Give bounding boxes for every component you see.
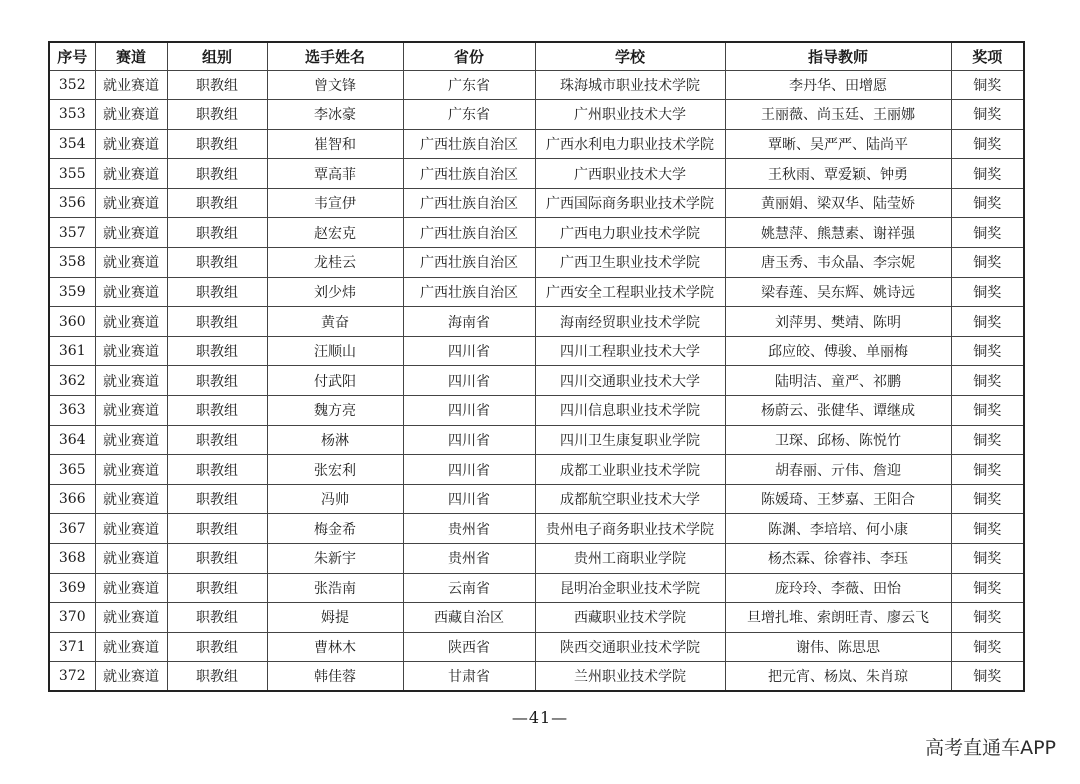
- cell-name: 朱新宇: [267, 544, 403, 574]
- cell-index: 369: [49, 573, 95, 603]
- header-group: 组别: [167, 42, 267, 70]
- cell-name: 龙桂云: [267, 248, 403, 278]
- cell-award: 铜奖: [951, 544, 1024, 574]
- cell-province: 四川省: [403, 336, 535, 366]
- cell-group: 职教组: [167, 159, 267, 189]
- table-row: [49, 514, 1024, 544]
- cell-index: 353: [49, 100, 95, 130]
- cell-award: 铜奖: [951, 100, 1024, 130]
- cell-track: 就业赛道: [95, 396, 167, 426]
- cell-advisors: 庞玲玲、李薇、田怡: [725, 573, 951, 603]
- cell-index: 366: [49, 484, 95, 514]
- cell-advisors: 覃晰、吴严严、陆尚平: [725, 129, 951, 159]
- table-row: [49, 662, 1024, 692]
- cell-group: 职教组: [167, 188, 267, 218]
- cell-school: 成都工业职业技术学院: [535, 455, 725, 485]
- cell-advisors: 陈渊、李培培、何小康: [725, 514, 951, 544]
- table-row: [49, 248, 1024, 278]
- table-row: [49, 455, 1024, 485]
- cell-name: 魏方亮: [267, 396, 403, 426]
- cell-award: 铜奖: [951, 603, 1024, 633]
- cell-award: 铜奖: [951, 248, 1024, 278]
- cell-index: 368: [49, 544, 95, 574]
- cell-advisors: 胡春丽、亓伟、詹迎: [725, 455, 951, 485]
- cell-province: 广西壮族自治区: [403, 159, 535, 189]
- cell-province: 陕西省: [403, 632, 535, 662]
- cell-award: 铜奖: [951, 396, 1024, 426]
- table-row: [49, 544, 1024, 574]
- cell-group: 职教组: [167, 307, 267, 337]
- cell-track: 就业赛道: [95, 277, 167, 307]
- table-row: [49, 336, 1024, 366]
- cell-advisors: 谢伟、陈思思: [725, 632, 951, 662]
- cell-province: 四川省: [403, 425, 535, 455]
- cell-award: 铜奖: [951, 632, 1024, 662]
- header-name: 选手姓名: [267, 42, 403, 70]
- cell-index: 363: [49, 396, 95, 426]
- cell-group: 职教组: [167, 662, 267, 692]
- cell-province: 四川省: [403, 396, 535, 426]
- cell-advisors: 黄丽娟、梁双华、陆莹娇: [725, 188, 951, 218]
- cell-advisors: 王丽薇、尚玉廷、王丽娜: [725, 100, 951, 130]
- cell-province: 甘肃省: [403, 662, 535, 692]
- cell-advisors: 王秋雨、覃爱颖、钟勇: [725, 159, 951, 189]
- cell-award: 铜奖: [951, 159, 1024, 189]
- cell-name: 曾文锋: [267, 70, 403, 100]
- cell-province: 贵州省: [403, 544, 535, 574]
- cell-track: 就业赛道: [95, 425, 167, 455]
- cell-award: 铜奖: [951, 484, 1024, 514]
- cell-index: 362: [49, 366, 95, 396]
- cell-track: 就业赛道: [95, 514, 167, 544]
- cell-track: 就业赛道: [95, 544, 167, 574]
- cell-advisors: 陈媛琦、王梦嘉、王阳合: [725, 484, 951, 514]
- table-row: [49, 366, 1024, 396]
- cell-name: 李冰豪: [267, 100, 403, 130]
- cell-index: 358: [49, 248, 95, 278]
- cell-school: 广西电力职业技术学院: [535, 218, 725, 248]
- cell-track: 就业赛道: [95, 336, 167, 366]
- cell-school: 广西职业技术大学: [535, 159, 725, 189]
- cell-award: 铜奖: [951, 307, 1024, 337]
- cell-school: 贵州电子商务职业技术学院: [535, 514, 725, 544]
- cell-province: 云南省: [403, 573, 535, 603]
- cell-advisors: 把元宵、杨岚、朱肖琼: [725, 662, 951, 692]
- cell-province: 广西壮族自治区: [403, 277, 535, 307]
- cell-school: 兰州职业技术学院: [535, 662, 725, 692]
- cell-index: 356: [49, 188, 95, 218]
- cell-school: 广西国际商务职业技术学院: [535, 188, 725, 218]
- cell-province: 广西壮族自治区: [403, 218, 535, 248]
- cell-name: 韦宣伊: [267, 188, 403, 218]
- cell-province: 广西壮族自治区: [403, 188, 535, 218]
- cell-index: 361: [49, 336, 95, 366]
- table-row: [49, 159, 1024, 189]
- cell-track: 就业赛道: [95, 484, 167, 514]
- table-row: [49, 218, 1024, 248]
- cell-index: 357: [49, 218, 95, 248]
- cell-school: 广州职业技术大学: [535, 100, 725, 130]
- cell-name: 张宏利: [267, 455, 403, 485]
- page-number: —41—: [511, 708, 569, 727]
- cell-name: 崔智和: [267, 129, 403, 159]
- cell-index: 365: [49, 455, 95, 485]
- table-row: [49, 129, 1024, 159]
- cell-province: 四川省: [403, 366, 535, 396]
- cell-name: 汪顺山: [267, 336, 403, 366]
- cell-group: 职教组: [167, 100, 267, 130]
- cell-name: 韩佳蓉: [267, 662, 403, 692]
- cell-school: 四川工程职业技术大学: [535, 336, 725, 366]
- cell-province: 广东省: [403, 70, 535, 100]
- cell-group: 职教组: [167, 484, 267, 514]
- cell-name: 张浩南: [267, 573, 403, 603]
- cell-index: 354: [49, 129, 95, 159]
- cell-province: 四川省: [403, 484, 535, 514]
- cell-track: 就业赛道: [95, 662, 167, 692]
- cell-group: 职教组: [167, 70, 267, 100]
- cell-track: 就业赛道: [95, 603, 167, 633]
- cell-track: 就业赛道: [95, 573, 167, 603]
- table-row: [49, 425, 1024, 455]
- cell-advisors: 姚慧萍、熊慧素、谢祥强: [725, 218, 951, 248]
- cell-award: 铜奖: [951, 129, 1024, 159]
- cell-school: 成都航空职业技术大学: [535, 484, 725, 514]
- cell-school: 广西安全工程职业技术学院: [535, 277, 725, 307]
- cell-name: 杨淋: [267, 425, 403, 455]
- header-province: 省份: [403, 42, 535, 70]
- cell-index: 372: [49, 662, 95, 692]
- cell-name: 曹林木: [267, 632, 403, 662]
- cell-school: 四川交通职业技术大学: [535, 366, 725, 396]
- header-advisors: 指导教师: [725, 42, 951, 70]
- cell-award: 铜奖: [951, 455, 1024, 485]
- cell-index: 370: [49, 603, 95, 633]
- cell-advisors: 刘萍男、樊靖、陈明: [725, 307, 951, 337]
- cell-name: 覃高菲: [267, 159, 403, 189]
- cell-group: 职教组: [167, 632, 267, 662]
- cell-advisors: 陆明洁、童严、祁鹏: [725, 366, 951, 396]
- cell-school: 四川卫生康复职业学院: [535, 425, 725, 455]
- cell-group: 职教组: [167, 396, 267, 426]
- cell-index: 371: [49, 632, 95, 662]
- cell-school: 西藏职业技术学院: [535, 603, 725, 633]
- cell-advisors: 李丹华、田增愿: [725, 70, 951, 100]
- cell-school: 陕西交通职业技术学院: [535, 632, 725, 662]
- cell-province: 四川省: [403, 455, 535, 485]
- table-row: [49, 188, 1024, 218]
- cell-index: 364: [49, 425, 95, 455]
- cell-group: 职教组: [167, 603, 267, 633]
- cell-track: 就业赛道: [95, 307, 167, 337]
- cell-index: 359: [49, 277, 95, 307]
- cell-advisors: 卫琛、邱杨、陈悦竹: [725, 425, 951, 455]
- cell-advisors: 邱应皎、傅骏、单丽梅: [725, 336, 951, 366]
- cell-school: 广西水利电力职业技术学院: [535, 129, 725, 159]
- header-award: 奖项: [951, 42, 1024, 70]
- cell-name: 姆提: [267, 603, 403, 633]
- cell-name: 梅金希: [267, 514, 403, 544]
- header-track: 赛道: [95, 42, 167, 70]
- cell-name: 冯帅: [267, 484, 403, 514]
- cell-track: 就业赛道: [95, 159, 167, 189]
- table-row: [49, 307, 1024, 337]
- cell-award: 铜奖: [951, 336, 1024, 366]
- cell-award: 铜奖: [951, 366, 1024, 396]
- cell-group: 职教组: [167, 277, 267, 307]
- cell-track: 就业赛道: [95, 248, 167, 278]
- cell-name: 刘少炜: [267, 277, 403, 307]
- cell-school: 昆明冶金职业技术学院: [535, 573, 725, 603]
- header-index: 序号: [49, 42, 95, 70]
- cell-index: 355: [49, 159, 95, 189]
- cell-track: 就业赛道: [95, 70, 167, 100]
- table-row: [49, 70, 1024, 100]
- table-row: [49, 277, 1024, 307]
- cell-group: 职教组: [167, 544, 267, 574]
- table-row: [49, 603, 1024, 633]
- table-body: [49, 70, 1024, 691]
- cell-school: 珠海城市职业技术学院: [535, 70, 725, 100]
- table-row: [49, 100, 1024, 130]
- cell-track: 就业赛道: [95, 366, 167, 396]
- cell-advisors: 梁春莲、吴东辉、姚诗远: [725, 277, 951, 307]
- cell-advisors: 杨蔚云、张健华、谭继成: [725, 396, 951, 426]
- cell-school: 四川信息职业技术学院: [535, 396, 725, 426]
- cell-group: 职教组: [167, 248, 267, 278]
- cell-province: 广东省: [403, 100, 535, 130]
- cell-school: 海南经贸职业技术学院: [535, 307, 725, 337]
- cell-award: 铜奖: [951, 662, 1024, 692]
- cell-advisors: 唐玉秀、韦众晶、李宗妮: [725, 248, 951, 278]
- table-row: [49, 484, 1024, 514]
- cell-award: 铜奖: [951, 277, 1024, 307]
- cell-award: 铜奖: [951, 188, 1024, 218]
- award-table: [48, 41, 1025, 692]
- cell-group: 职教组: [167, 336, 267, 366]
- cell-index: 352: [49, 70, 95, 100]
- cell-province: 海南省: [403, 307, 535, 337]
- cell-award: 铜奖: [951, 573, 1024, 603]
- cell-advisors: 杨杰霖、徐睿祎、李珏: [725, 544, 951, 574]
- table-header-row: [49, 42, 1024, 70]
- table-row: [49, 632, 1024, 662]
- cell-award: 铜奖: [951, 70, 1024, 100]
- table-row: [49, 396, 1024, 426]
- cell-school: 贵州工商职业学院: [535, 544, 725, 574]
- cell-index: 367: [49, 514, 95, 544]
- cell-track: 就业赛道: [95, 100, 167, 130]
- cell-track: 就业赛道: [95, 632, 167, 662]
- cell-award: 铜奖: [951, 514, 1024, 544]
- header-school: 学校: [535, 42, 725, 70]
- cell-award: 铜奖: [951, 218, 1024, 248]
- cell-track: 就业赛道: [95, 188, 167, 218]
- cell-award: 铜奖: [951, 425, 1024, 455]
- cell-track: 就业赛道: [95, 129, 167, 159]
- cell-group: 职教组: [167, 366, 267, 396]
- cell-group: 职教组: [167, 573, 267, 603]
- table-row: [49, 573, 1024, 603]
- cell-track: 就业赛道: [95, 455, 167, 485]
- cell-group: 职教组: [167, 455, 267, 485]
- cell-group: 职教组: [167, 514, 267, 544]
- cell-name: 赵宏克: [267, 218, 403, 248]
- cell-province: 贵州省: [403, 514, 535, 544]
- cell-group: 职教组: [167, 218, 267, 248]
- cell-track: 就业赛道: [95, 218, 167, 248]
- cell-index: 360: [49, 307, 95, 337]
- cell-group: 职教组: [167, 129, 267, 159]
- cell-province: 广西壮族自治区: [403, 129, 535, 159]
- cell-name: 付武阳: [267, 366, 403, 396]
- watermark-text: 高考直通车APP: [925, 737, 1056, 759]
- cell-province: 西藏自治区: [403, 603, 535, 633]
- cell-name: 黄奋: [267, 307, 403, 337]
- cell-province: 广西壮族自治区: [403, 248, 535, 278]
- cell-group: 职教组: [167, 425, 267, 455]
- cell-advisors: 旦增扎堆、索朗旺青、廖云飞: [725, 603, 951, 633]
- cell-school: 广西卫生职业技术学院: [535, 248, 725, 278]
